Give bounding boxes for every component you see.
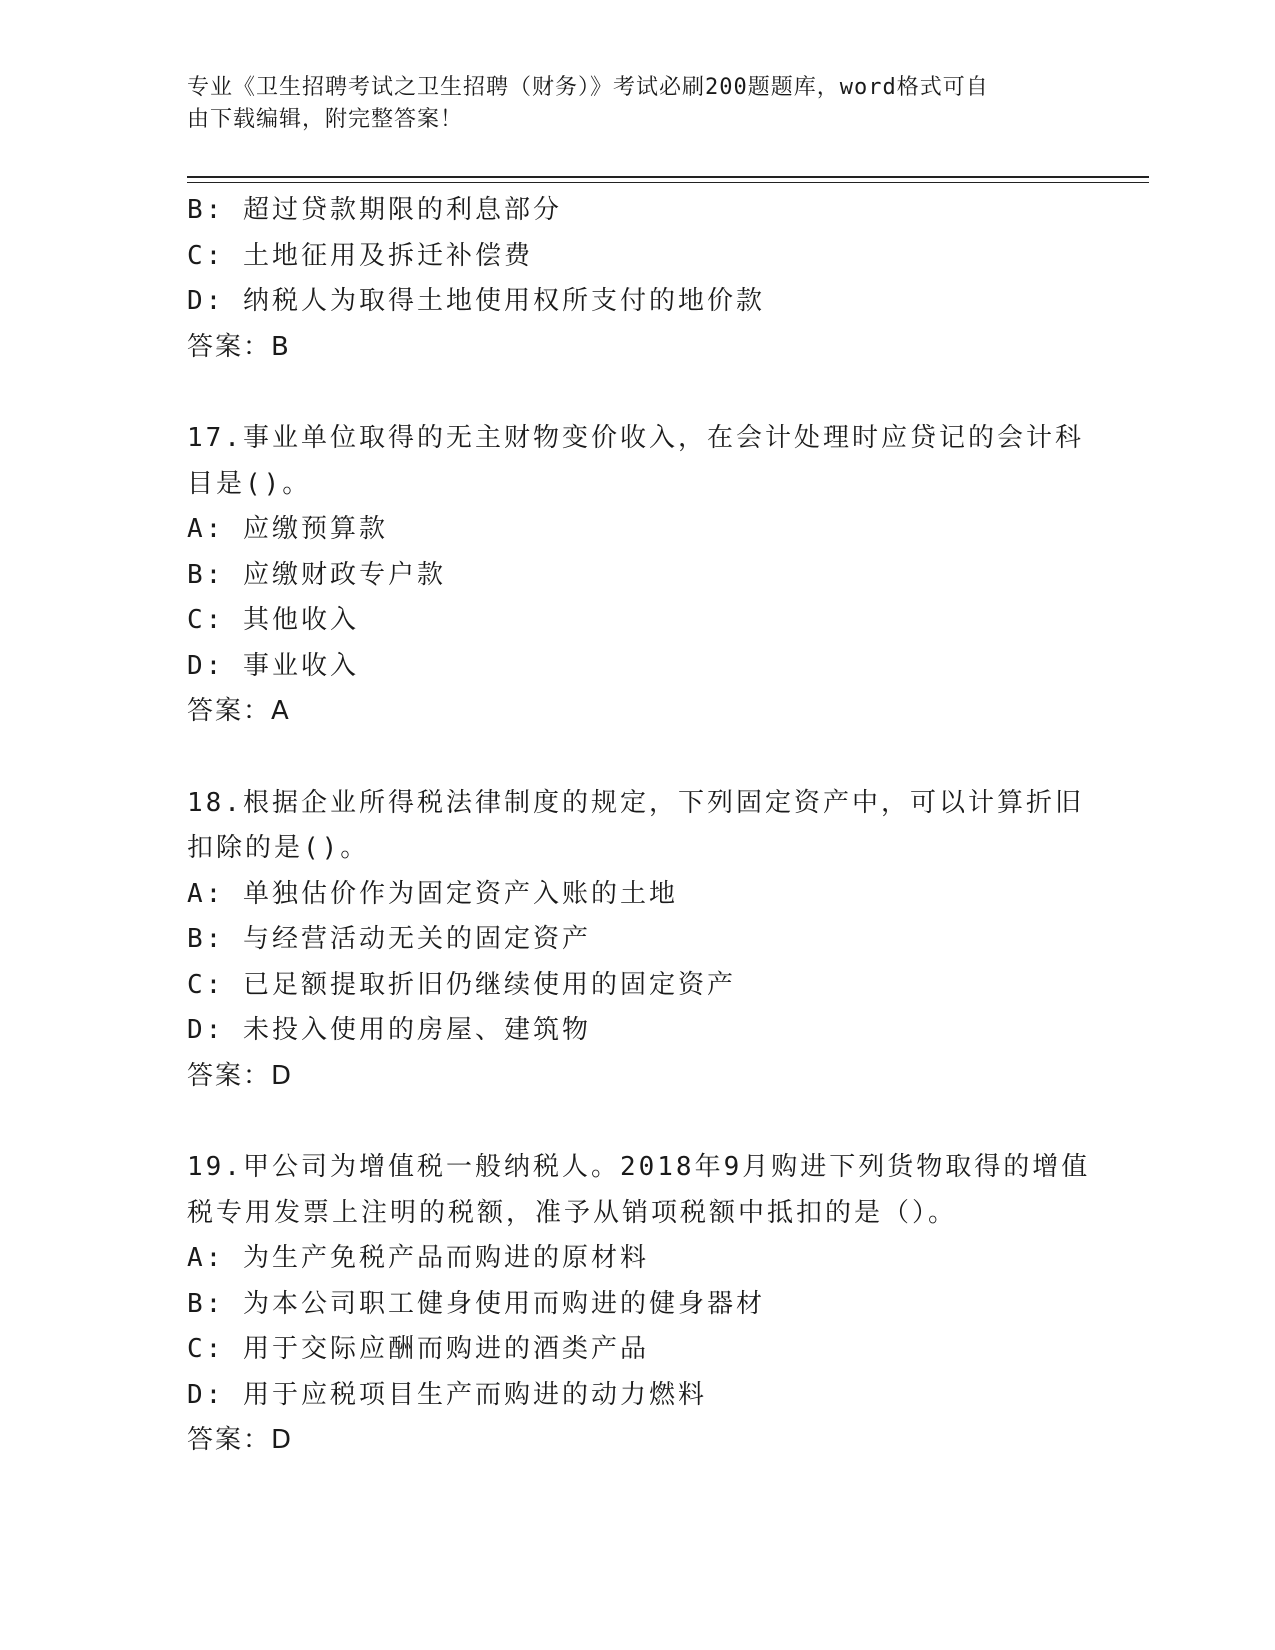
question-list xyxy=(187,188,1091,1464)
option-b: B: 应缴财政专户款 xyxy=(187,559,446,590)
option-b: B: 超过贷款期限的利息部分 xyxy=(187,195,562,225)
question-17 xyxy=(187,416,1087,735)
document-header xyxy=(187,72,1067,136)
question-stem-cont: 扣除的是()。 xyxy=(187,833,370,863)
answer: 答案：A xyxy=(187,696,291,726)
answer: 答案：B xyxy=(187,331,291,362)
question-18 xyxy=(187,781,1087,1100)
question-16 xyxy=(187,188,1087,370)
option-b: B: 为本公司职工健身使用而购进的健身器材 xyxy=(187,1288,765,1319)
option-d: D: 用于应税项目生产而购进的动力燃料 xyxy=(187,1379,707,1410)
option-b: B: 与经营活动无关的固定资产 xyxy=(187,924,591,954)
question-stem-cont: 目是()。 xyxy=(187,468,312,499)
option-d: D: 事业收入 xyxy=(187,650,359,681)
option-c: C: 其他收入 xyxy=(187,605,359,635)
option-c: C: 土地征用及拆迁补偿费 xyxy=(187,240,533,271)
question-stem: 18.根据企业所得税法律制度的规定，下列固定资产中，可以计算折旧 xyxy=(187,787,1084,818)
option-c: C: 已足额提取折旧仍继续使用的固定资产 xyxy=(187,969,736,1000)
header-line-2: 由下载编辑，附完整答案！ xyxy=(187,107,464,132)
question-stem: 19.甲公司为增值税一般纳税人。2018年9月购进下列货物取得的增值 xyxy=(187,1152,1091,1182)
option-a: A: 为生产免税产品而购进的原材料 xyxy=(187,1243,649,1273)
option-d: D: 未投入使用的房屋、建筑物 xyxy=(187,1015,591,1045)
answer: 答案：D xyxy=(187,1425,294,1455)
option-d: D: 纳税人为取得土地使用权所支付的地价款 xyxy=(187,286,765,316)
header-divider-thick xyxy=(187,176,1149,178)
question-19 xyxy=(187,1145,1091,1464)
header-line-1: 专业《卫生招聘考试之卫生招聘（财务）》考试必刷200题题库，word格式可自 xyxy=(187,75,989,100)
option-a: A: 单独估价作为固定资产入账的土地 xyxy=(187,878,678,909)
question-stem: 17.事业单位取得的无主财物变价收入，在会计处理时应贷记的会计科 xyxy=(187,423,1084,453)
answer: 答案：D xyxy=(187,1060,294,1091)
option-c: C: 用于交际应酬而购进的酒类产品 xyxy=(187,1334,649,1364)
header-divider-thin xyxy=(187,182,1149,183)
option-a: A: 应缴预算款 xyxy=(187,514,388,544)
question-stem-cont: 税专用发票上注明的税额，准予从销项税额中抵扣的是（）。 xyxy=(187,1197,958,1228)
